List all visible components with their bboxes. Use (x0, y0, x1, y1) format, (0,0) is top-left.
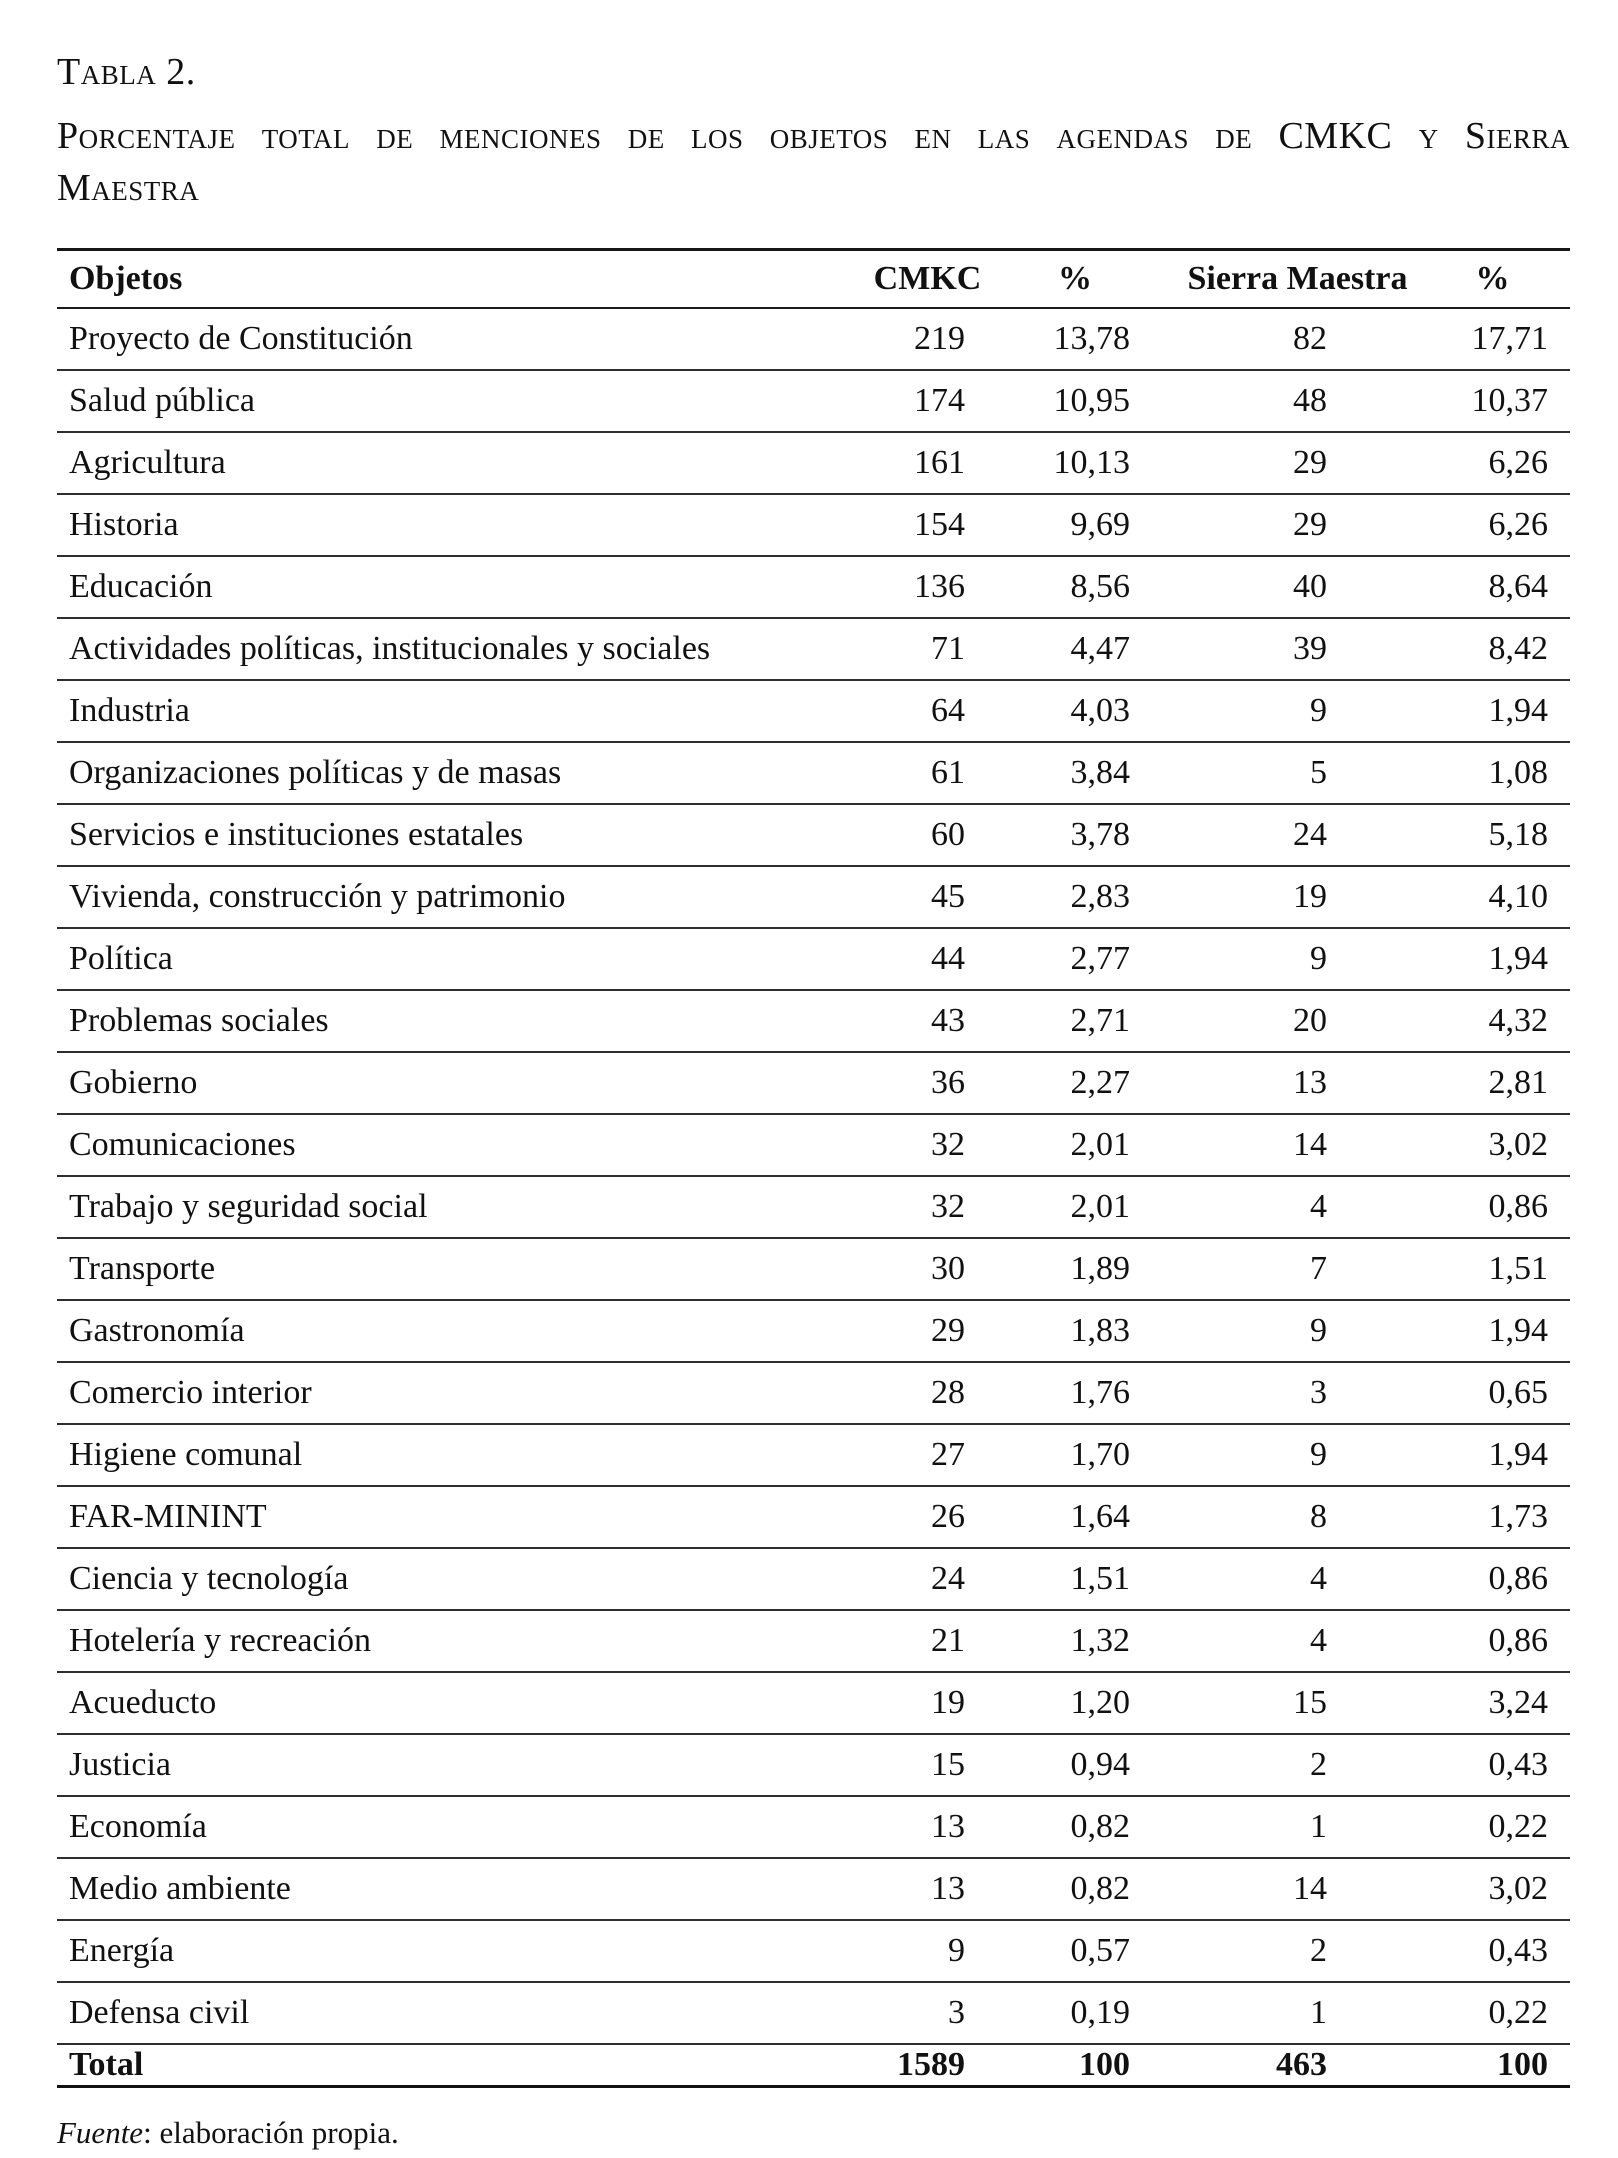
table-row (57, 990, 1570, 1052)
header-row (57, 250, 1570, 309)
cell-cmkc-count: 36 (855, 1052, 1000, 1114)
cell-cmkc-count: 43 (855, 990, 1000, 1052)
cell-sierra-pct: 3,02 (1445, 1114, 1570, 1176)
cell-cmkc-pct: 0,94 (1000, 1734, 1150, 1796)
cell-sierra-count: 2 (1150, 1734, 1445, 1796)
cell-sierra-pct: 1,94 (1445, 1300, 1570, 1362)
cell-topic: Defensa civil (57, 1982, 855, 2044)
cell-cmkc-count: 29 (855, 1300, 1000, 1362)
table-row (57, 370, 1570, 432)
cell-cmkc-count: 32 (855, 1114, 1000, 1176)
cell-cmkc-count: 21 (855, 1610, 1000, 1672)
cell-cmkc-count: 27 (855, 1424, 1000, 1486)
col-header-sierra-maestra: Sierra Maestra (1150, 250, 1445, 309)
table-row (57, 928, 1570, 990)
cell-cmkc-pct: 4,47 (1000, 618, 1150, 680)
cell-topic: Trabajo y seguridad social (57, 1176, 855, 1238)
cell-sierra-pct: 3,24 (1445, 1672, 1570, 1734)
total-row (57, 2044, 1570, 2087)
cell-topic: Transporte (57, 1238, 855, 1300)
cell-sierra-count: 5 (1150, 742, 1445, 804)
cell-sierra-pct: 4,10 (1445, 866, 1570, 928)
table-row (57, 1672, 1570, 1734)
cell-sierra-pct: 3,02 (1445, 1858, 1570, 1920)
table-row (57, 1548, 1570, 1610)
cell-sierra-pct: 6,26 (1445, 432, 1570, 494)
cell-topic: Organizaciones políticas y de masas (57, 742, 855, 804)
table-row (57, 556, 1570, 618)
cell-cmkc-pct: 2,01 (1000, 1114, 1150, 1176)
cell-topic: Política (57, 928, 855, 990)
cell-sierra-pct: 8,42 (1445, 618, 1570, 680)
cell-sierra-count: 39 (1150, 618, 1445, 680)
table-body (57, 308, 1570, 2044)
cell-sierra-pct: 1,51 (1445, 1238, 1570, 1300)
cell-sierra-count: 24 (1150, 804, 1445, 866)
table-row (57, 432, 1570, 494)
table-row (57, 1610, 1570, 1672)
cell-cmkc-count: 71 (855, 618, 1000, 680)
cell-cmkc-pct: 1,51 (1000, 1548, 1150, 1610)
cell-sierra-count: 14 (1150, 1858, 1445, 1920)
cell-cmkc-pct: 3,84 (1000, 742, 1150, 804)
cell-cmkc-count: 174 (855, 370, 1000, 432)
cell-cmkc-pct: 4,03 (1000, 680, 1150, 742)
cell-cmkc-count: 61 (855, 742, 1000, 804)
cell-cmkc-count: 13 (855, 1858, 1000, 1920)
cell-cmkc-count: 32 (855, 1176, 1000, 1238)
cell-sierra-pct: 0,86 (1445, 1548, 1570, 1610)
cell-sierra-pct: 0,22 (1445, 1796, 1570, 1858)
cell-sierra-count: 4 (1150, 1176, 1445, 1238)
cell-topic: Problemas sociales (57, 990, 855, 1052)
total-pct-sierra: 100 (1445, 2044, 1570, 2087)
cell-cmkc-pct: 0,82 (1000, 1796, 1150, 1858)
table-row (57, 804, 1570, 866)
cell-topic: Educación (57, 556, 855, 618)
cell-cmkc-count: 64 (855, 680, 1000, 742)
col-header-cmkc: CMKC (855, 250, 1000, 309)
table-row (57, 742, 1570, 804)
cell-sierra-count: 29 (1150, 432, 1445, 494)
col-header-objetos: Objetos (57, 250, 855, 309)
cell-cmkc-pct: 3,78 (1000, 804, 1150, 866)
source-note (57, 2114, 1570, 2152)
cell-cmkc-pct: 1,64 (1000, 1486, 1150, 1548)
cell-cmkc-pct: 9,69 (1000, 494, 1150, 556)
cell-topic: FAR-MININT (57, 1486, 855, 1548)
table-row (57, 1486, 1570, 1548)
cell-sierra-pct: 6,26 (1445, 494, 1570, 556)
cell-topic: Justicia (57, 1734, 855, 1796)
table-row (57, 1362, 1570, 1424)
cell-topic: Acueducto (57, 1672, 855, 1734)
cell-topic: Medio ambiente (57, 1858, 855, 1920)
cell-sierra-count: 4 (1150, 1610, 1445, 1672)
cell-topic: Proyecto de Constitución (57, 308, 855, 370)
table-row (57, 1238, 1570, 1300)
cell-sierra-pct: 0,86 (1445, 1176, 1570, 1238)
cell-topic: Actividades políticas, institucionales y sociales (57, 618, 855, 680)
cell-cmkc-pct: 1,70 (1000, 1424, 1150, 1486)
total-label: Total (57, 2044, 855, 2087)
cell-sierra-count: 9 (1150, 1300, 1445, 1362)
cell-sierra-count: 29 (1150, 494, 1445, 556)
cell-cmkc-pct: 8,56 (1000, 556, 1150, 618)
cell-cmkc-count: 161 (855, 432, 1000, 494)
cell-sierra-count: 40 (1150, 556, 1445, 618)
table-row (57, 618, 1570, 680)
cell-cmkc-pct: 2,27 (1000, 1052, 1150, 1114)
cell-cmkc-pct: 1,76 (1000, 1362, 1150, 1424)
cell-cmkc-count: 9 (855, 1920, 1000, 1982)
table-label: Tabla 2. (57, 51, 196, 93)
cell-topic: Salud pública (57, 370, 855, 432)
total-pct-cmkc: 100 (1000, 2044, 1150, 2087)
cell-cmkc-count: 24 (855, 1548, 1000, 1610)
cell-cmkc-count: 219 (855, 308, 1000, 370)
cell-cmkc-pct: 0,82 (1000, 1858, 1150, 1920)
table-row (57, 1300, 1570, 1362)
cell-cmkc-pct: 1,83 (1000, 1300, 1150, 1362)
source-text: : elaboración propia. (143, 2115, 399, 2150)
cell-cmkc-pct: 1,20 (1000, 1672, 1150, 1734)
cell-cmkc-count: 13 (855, 1796, 1000, 1858)
cell-cmkc-count: 28 (855, 1362, 1000, 1424)
cell-cmkc-pct: 2,01 (1000, 1176, 1150, 1238)
cell-sierra-pct: 0,43 (1445, 1920, 1570, 1982)
cell-sierra-count: 4 (1150, 1548, 1445, 1610)
cell-topic: Gobierno (57, 1052, 855, 1114)
cell-cmkc-pct: 2,83 (1000, 866, 1150, 928)
cell-sierra-count: 9 (1150, 680, 1445, 742)
cell-sierra-count: 2 (1150, 1920, 1445, 1982)
table-caption-line2: Maestra (57, 167, 200, 209)
table-row (57, 1796, 1570, 1858)
table-row (57, 866, 1570, 928)
cell-sierra-pct: 2,81 (1445, 1052, 1570, 1114)
table-row (57, 494, 1570, 556)
cell-sierra-pct: 0,86 (1445, 1610, 1570, 1672)
cell-cmkc-count: 136 (855, 556, 1000, 618)
cell-sierra-count: 48 (1150, 370, 1445, 432)
total-cmkc: 1589 (855, 2044, 1000, 2087)
cell-sierra-count: 9 (1150, 1424, 1445, 1486)
cell-topic: Vivienda, construcción y patrimonio (57, 866, 855, 928)
table-row (57, 1176, 1570, 1238)
cell-topic: Comercio interior (57, 1362, 855, 1424)
cell-topic: Economía (57, 1796, 855, 1858)
table-row (57, 1858, 1570, 1920)
cell-sierra-pct: 1,73 (1445, 1486, 1570, 1548)
cell-sierra-pct: 1,08 (1445, 742, 1570, 804)
cell-sierra-count: 9 (1150, 928, 1445, 990)
cell-topic: Historia (57, 494, 855, 556)
table-header (57, 250, 1570, 309)
cell-cmkc-pct: 10,13 (1000, 432, 1150, 494)
cell-topic: Gastronomía (57, 1300, 855, 1362)
table-row (57, 308, 1570, 370)
cell-cmkc-count: 15 (855, 1734, 1000, 1796)
cell-cmkc-pct: 1,89 (1000, 1238, 1150, 1300)
cell-sierra-count: 82 (1150, 308, 1445, 370)
cell-sierra-count: 13 (1150, 1052, 1445, 1114)
col-header-pct-cmkc: % (1000, 250, 1150, 309)
cell-sierra-pct: 1,94 (1445, 680, 1570, 742)
cell-sierra-count: 8 (1150, 1486, 1445, 1548)
cell-sierra-pct: 17,71 (1445, 308, 1570, 370)
cell-sierra-pct: 4,32 (1445, 990, 1570, 1052)
cell-sierra-count: 19 (1150, 866, 1445, 928)
table-caption-line1: Porcentaje total de menciones de los objetos en las agendas de CMKC y Sierra (57, 115, 1570, 157)
cell-cmkc-count: 19 (855, 1672, 1000, 1734)
cell-sierra-pct: 0,43 (1445, 1734, 1570, 1796)
cell-topic: Comunicaciones (57, 1114, 855, 1176)
cell-cmkc-pct: 0,57 (1000, 1920, 1150, 1982)
cell-topic: Higiene comunal (57, 1424, 855, 1486)
table-row (57, 1114, 1570, 1176)
table-caption (57, 110, 1570, 214)
cell-cmkc-pct: 13,78 (1000, 308, 1150, 370)
cell-cmkc-count: 60 (855, 804, 1000, 866)
cell-topic: Agricultura (57, 432, 855, 494)
cell-cmkc-pct: 2,71 (1000, 990, 1150, 1052)
cell-sierra-pct: 5,18 (1445, 804, 1570, 866)
cell-cmkc-pct: 10,95 (1000, 370, 1150, 432)
table-row (57, 1052, 1570, 1114)
cell-sierra-count: 15 (1150, 1672, 1445, 1734)
cell-cmkc-count: 3 (855, 1982, 1000, 2044)
cell-topic: Servicios e instituciones estatales (57, 804, 855, 866)
table-row (57, 680, 1570, 742)
cell-sierra-pct: 1,94 (1445, 928, 1570, 990)
cell-sierra-count: 20 (1150, 990, 1445, 1052)
cell-cmkc-count: 45 (855, 866, 1000, 928)
cell-topic: Ciencia y tecnología (57, 1548, 855, 1610)
col-header-pct-sierra: % (1445, 250, 1570, 309)
table-row (57, 1734, 1570, 1796)
cell-sierra-pct: 8,64 (1445, 556, 1570, 618)
cell-cmkc-pct: 1,32 (1000, 1610, 1150, 1672)
cell-sierra-count: 14 (1150, 1114, 1445, 1176)
cell-cmkc-count: 154 (855, 494, 1000, 556)
table-row (57, 1982, 1570, 2044)
cell-topic: Energía (57, 1920, 855, 1982)
cell-sierra-pct: 1,94 (1445, 1424, 1570, 1486)
total-sierra: 463 (1150, 2044, 1445, 2087)
table-row (57, 1424, 1570, 1486)
cell-sierra-pct: 0,22 (1445, 1982, 1570, 2044)
cell-cmkc-pct: 0,19 (1000, 1982, 1150, 2044)
cell-topic: Hotelería y recreación (57, 1610, 855, 1672)
cell-cmkc-pct: 2,77 (1000, 928, 1150, 990)
mentions-table (57, 248, 1570, 2088)
source-label: Fuente (57, 2115, 144, 2150)
cell-sierra-count: 1 (1150, 1796, 1445, 1858)
cell-cmkc-count: 30 (855, 1238, 1000, 1300)
cell-sierra-pct: 10,37 (1445, 370, 1570, 432)
table-footer (57, 2044, 1570, 2087)
cell-sierra-count: 1 (1150, 1982, 1445, 2044)
table-row (57, 1920, 1570, 1982)
cell-topic: Industria (57, 680, 855, 742)
cell-sierra-pct: 0,65 (1445, 1362, 1570, 1424)
cell-cmkc-count: 44 (855, 928, 1000, 990)
cell-sierra-count: 7 (1150, 1238, 1445, 1300)
cell-cmkc-count: 26 (855, 1486, 1000, 1548)
cell-sierra-count: 3 (1150, 1362, 1445, 1424)
